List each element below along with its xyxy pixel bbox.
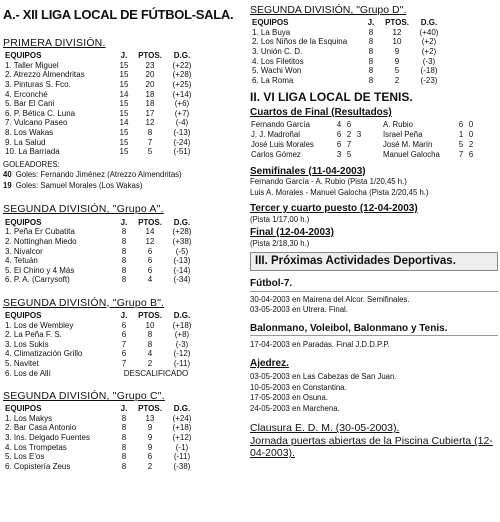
futsal-league-title: A.- XII LIGA LOCAL DE FÚTBOL-SALA.: [3, 7, 234, 22]
table-cell: 6. P. A. (Carrysoft): [5, 275, 70, 285]
table-cell: 23: [145, 60, 155, 70]
table-cell: (+38): [172, 236, 192, 246]
table-cell: 13: [145, 413, 155, 423]
table-cell: 8: [121, 432, 127, 442]
table-row: [250, 28, 446, 38]
table-cell: 2: [147, 461, 153, 471]
futbol-heading: Fútbol-7.: [250, 278, 293, 290]
table-cell: (+14): [172, 89, 192, 99]
table-row: [3, 128, 199, 138]
match-cell: José Luis Morales: [251, 140, 314, 150]
balon-heading: Balonmano, Voleibol, Balonmano y Tenis.: [250, 322, 448, 334]
table-row: [3, 462, 199, 472]
table-cell: 4. Climatización Grillo: [5, 349, 83, 359]
table-cell: 1. Los Makys: [5, 413, 53, 423]
table-cell: (-23): [420, 75, 438, 85]
column-header: PTOS.: [138, 310, 162, 320]
match-cell: 3: [336, 150, 342, 160]
table-cell: 15: [119, 147, 129, 157]
table-cell: 6. Los de Allí: [5, 368, 51, 378]
cuartos-table: [250, 121, 476, 161]
table-cell: 15: [119, 79, 129, 89]
table-cell: 8: [368, 66, 374, 76]
grupo-b-heading: SEGUNDA DIVISIÓN, "Grupo B".: [3, 296, 165, 309]
table-cell: 6. La Roma: [252, 75, 294, 85]
tercer-heading: Tercer y cuarto puesto (12-04-2003): [250, 203, 418, 215]
table-cell: 9. La Salud: [5, 137, 46, 147]
semis-line-1: Fernando García - A. Rubio (Pista 1/20,45 h.): [250, 177, 407, 187]
match-cell: 0: [468, 120, 474, 130]
semis-line-2: Luis A. Morales - Manuel Galocha (Pista 2/20,45 h.): [250, 187, 429, 197]
table-cell: 8: [121, 227, 127, 237]
column-header: J.: [120, 404, 128, 414]
futbol-line-2: 03-05-2003 en Utrera. Final.: [250, 305, 348, 315]
table-cell: (-11): [173, 358, 191, 368]
match-cell: [354, 151, 364, 161]
table-cell: 7: [121, 358, 127, 368]
match-cell: [354, 141, 364, 151]
spacer: [364, 141, 382, 151]
table-row: [250, 47, 446, 57]
table-row: [3, 320, 199, 330]
table-cell: (-12): [173, 349, 191, 359]
table-cell: 4. Los Trompetas: [5, 442, 67, 452]
table-cell: 8: [121, 236, 127, 246]
table-header-row: [3, 311, 199, 321]
table-cell: 8: [368, 47, 374, 57]
table-cell: (+8): [174, 330, 190, 340]
table-cell: 2: [394, 75, 400, 85]
table-cell: 5. Bar El Cani: [5, 99, 55, 109]
table-cell: 8: [121, 442, 127, 452]
spacer: [364, 121, 382, 131]
match-cell: 7: [346, 140, 352, 150]
table-cell: 15: [119, 127, 129, 137]
table-cell: 3. Nivalcor: [5, 246, 43, 256]
match-row: [250, 131, 476, 141]
table-cell: (-24): [173, 137, 191, 147]
tennis-league-title: II. VI LIGA LOCAL DE TENIS.: [250, 90, 413, 105]
disqualified-label: DESCALIFICADO: [123, 368, 189, 378]
table-cell: 14: [119, 118, 129, 128]
table-cell: 8: [121, 413, 127, 423]
table-cell: 6: [147, 246, 153, 256]
table-row: [3, 433, 199, 443]
table-row: [3, 340, 199, 350]
table-cell: 4. Tetuán: [5, 256, 38, 266]
match-cell: J. J. Madroñal: [251, 130, 300, 140]
table-row: [3, 442, 199, 452]
table-cell: 2. La Peña F. S.: [5, 330, 62, 340]
table-cell: 3. Ins. Delgado Fuentes: [5, 432, 90, 442]
column-header: PTOS.: [385, 18, 409, 28]
table-cell: 6. P. Bética C. Luna: [5, 108, 76, 118]
table-row: [3, 359, 199, 369]
table-cell: 3. Pinturas S. Fco.: [5, 79, 71, 89]
table-cell: 8: [121, 461, 127, 471]
table-cell: (-1): [175, 442, 189, 452]
table-cell: 4: [147, 275, 153, 285]
match-cell: Manuel Galocha: [383, 150, 440, 160]
table-row: [3, 237, 199, 247]
table-cell: 18: [145, 99, 155, 109]
table-row: [3, 147, 199, 157]
table-cell: 6: [147, 256, 153, 266]
table-cell: 8: [368, 75, 374, 85]
table-header-row: [3, 404, 199, 414]
column-header: J.: [120, 51, 128, 61]
table-cell: 3. Los Sukis: [5, 339, 49, 349]
table-cell: 5. Los E'os: [5, 452, 45, 462]
table-cell: 6: [147, 452, 153, 462]
table-cell: 2. Bar Casa Antonio: [5, 423, 77, 433]
column-header: J.: [120, 217, 128, 227]
table-row: [3, 256, 199, 266]
cuartos-heading: Cuartos de Final (Resultados): [250, 107, 392, 119]
grupo-c-table: [3, 404, 199, 471]
match-cell: 6: [336, 130, 342, 140]
table-cell: (-34): [173, 275, 191, 285]
table-cell: (-18): [420, 66, 438, 76]
table-cell: 3. Unión C. D.: [252, 47, 303, 57]
table-cell: 6: [121, 320, 127, 330]
table-cell: 2. Nottinghan Miedo: [5, 236, 77, 246]
table-cell: 12: [392, 27, 402, 37]
final-line: (Pista 2/18,30 h.): [250, 238, 310, 248]
table-cell: 5. Navitet: [5, 358, 39, 368]
column-header: EQUIPOS: [5, 404, 42, 414]
match-cell: 2: [468, 140, 474, 150]
clausura-line: Clausura E. D. M. (30-05-2003).: [250, 422, 400, 435]
table-cell: (-13): [173, 256, 191, 266]
table-cell: 8: [121, 275, 127, 285]
table-cell: (-3): [422, 56, 436, 66]
table-cell: 4. Los Filetitos: [252, 56, 304, 66]
table-row: [3, 80, 199, 90]
balon-line-1: 17-04-2003 en Paradas. Final J.D.D.P.P.: [250, 340, 390, 350]
table-cell: 20: [145, 70, 155, 80]
table-cell: 7. Vulcano Paseo: [5, 118, 68, 128]
table-cell: (+12): [172, 432, 192, 442]
table-cell: 8: [147, 330, 153, 340]
table-row: [3, 368, 199, 378]
table-cell: 9: [147, 423, 153, 433]
match-cell: [354, 121, 364, 131]
table-cell: 1. La Buya: [252, 27, 291, 37]
table-cell: (+6): [174, 99, 190, 109]
table-cell: 10. La Barriada: [5, 147, 60, 157]
table-cell: 8: [121, 246, 127, 256]
table-cell: 15: [119, 70, 129, 80]
balon-divider: [250, 335, 498, 336]
table-header-row: [3, 51, 199, 61]
table-cell: 9: [394, 47, 400, 57]
table-row: [3, 109, 199, 119]
primera-division-heading: PRIMERA DIVISIÓN.: [3, 36, 106, 49]
table-cell: 9: [147, 432, 153, 442]
column-header: J.: [120, 310, 128, 320]
table-cell: 10: [145, 320, 155, 330]
goleador-line-1: 40 Goles: Fernando Jiménez (Atrezzo Almendritas): [3, 170, 182, 180]
table-cell: 8: [368, 56, 374, 66]
table-cell: (+2): [421, 37, 437, 47]
column-header: EQUIPOS: [5, 310, 42, 320]
table-cell: 7: [121, 339, 127, 349]
futbol-line-1: 30-04-2003 en Mairena del Alcor. Semifinales.: [250, 294, 410, 304]
match-cell: 6: [458, 120, 464, 130]
table-row: [3, 70, 199, 80]
match-cell: 5: [346, 150, 352, 160]
table-cell: 12: [145, 236, 155, 246]
spacer: [364, 131, 382, 141]
table-cell: 5. Wachi Won: [252, 66, 302, 76]
table-cell: 5: [394, 66, 400, 76]
column-header: D.G.: [173, 217, 191, 227]
table-cell: (+28): [172, 70, 192, 80]
match-cell: Israel Peña: [383, 130, 423, 140]
table-cell: 8: [368, 27, 374, 37]
table-cell: 4. Erconché: [5, 89, 48, 99]
column-header: D.G.: [173, 51, 191, 61]
table-cell: 7: [147, 137, 153, 147]
table-row: [3, 423, 199, 433]
table-cell: (+18): [172, 320, 192, 330]
ajedrez-line-3: 17-05-2003 en Osuna.: [250, 393, 329, 403]
tercer-line: (Pista 1/17,00 h.): [250, 214, 310, 224]
table-row: [3, 227, 199, 237]
grupo-c-heading: SEGUNDA DIVISIÓN, "Grupo C".: [3, 389, 165, 402]
match-cell: 4: [336, 120, 342, 130]
table-cell: (+24): [172, 413, 192, 423]
table-cell: 2. Atrezzo Almendritas: [5, 70, 85, 80]
match-cell: 6: [346, 120, 352, 130]
column-header: EQUIPOS: [252, 18, 289, 28]
final-heading: Final (12-04-2003): [250, 227, 334, 239]
futbol-divider: [250, 291, 498, 292]
table-row: [3, 275, 199, 285]
table-cell: 1. Los de Wembley: [5, 320, 74, 330]
table-cell: 17: [145, 108, 155, 118]
column-header: PTOS.: [138, 404, 162, 414]
table-cell: (-3): [175, 339, 189, 349]
table-cell: 1. Taller Miguel: [5, 60, 59, 70]
table-cell: 20: [145, 79, 155, 89]
ajedrez-line-2: 10-05-2003 en Constantina.: [250, 382, 347, 392]
table-cell: (+2): [421, 47, 437, 57]
table-cell: 8: [121, 265, 127, 275]
table-header-row: [3, 218, 199, 228]
table-row: [250, 37, 446, 47]
table-cell: (-38): [173, 461, 191, 471]
match-cell: A. Rubio: [383, 120, 413, 130]
table-cell: 9: [147, 442, 153, 452]
match-row: [250, 141, 476, 151]
match-cell: 6: [468, 150, 474, 160]
match-cell: José M. Marín: [383, 140, 433, 150]
column-header: PTOS.: [138, 217, 162, 227]
goleadores-label: GOLEADORES:: [3, 159, 60, 169]
table-cell: (+25): [172, 79, 192, 89]
column-header: EQUIPOS: [5, 51, 42, 61]
table-cell: 12: [145, 118, 155, 128]
table-cell: 15: [119, 99, 129, 109]
goleador-line-2: 19 Goles: Samuel Morales (Los Wakas): [3, 181, 143, 191]
table-cell: 6: [121, 330, 127, 340]
table-row: [3, 266, 199, 276]
table-row: [3, 414, 199, 424]
column-header: EQUIPOS: [5, 217, 42, 227]
table-cell: 8: [147, 339, 153, 349]
table-cell: 5. El Chino y 4 Más: [5, 265, 75, 275]
grupo-b-table: [3, 311, 199, 378]
table-cell: 15: [119, 60, 129, 70]
table-cell: 6. Copistería Zeus: [5, 461, 71, 471]
table-cell: 8: [121, 256, 127, 266]
table-row: [250, 66, 446, 76]
table-row: [3, 137, 199, 147]
table-row: [3, 330, 199, 340]
table-cell: 9: [394, 56, 400, 66]
grupo-d-table: [250, 18, 446, 85]
table-row: [3, 246, 199, 256]
table-cell: 8. Los Wakas: [5, 127, 54, 137]
match-cell: 2: [346, 130, 352, 140]
table-cell: 2: [147, 358, 153, 368]
table-cell: 14: [145, 227, 155, 237]
grupo-a-heading: SEGUNDA DIVISIÓN, "Grupo A".: [3, 203, 164, 216]
match-row: [250, 151, 476, 161]
table-cell: 15: [119, 137, 129, 147]
ajedrez-heading: Ajedrez.: [250, 357, 289, 369]
table-row: [250, 56, 446, 66]
table-row: [3, 89, 199, 99]
match-cell: 6: [336, 140, 342, 150]
table-row: [3, 349, 199, 359]
table-cell: (-51): [173, 147, 191, 157]
match-cell: 3: [356, 130, 362, 140]
proximas-title: III. Próximas Actividades Deportivas.: [250, 252, 498, 271]
table-cell: 14: [119, 89, 129, 99]
table-row: [250, 76, 446, 86]
column-header: D.G.: [420, 18, 438, 28]
table-cell: 8: [121, 452, 127, 462]
table-cell: 18: [145, 89, 155, 99]
table-cell: (+18): [172, 423, 192, 433]
table-cell: 6: [147, 265, 153, 275]
primera-division-table: [3, 51, 199, 157]
table-header-row: [250, 18, 446, 28]
table-cell: 10: [392, 37, 402, 47]
table-cell: (-11): [173, 452, 191, 462]
table-cell: (-13): [173, 127, 191, 137]
column-header: D.G.: [173, 404, 191, 414]
grupo-a-table: [3, 218, 199, 285]
table-cell: 8: [147, 127, 153, 137]
match-cell: 5: [458, 140, 464, 150]
table-row: [3, 118, 199, 128]
table-cell: (+7): [174, 108, 190, 118]
table-cell: (+22): [172, 60, 192, 70]
match-cell: 1: [458, 130, 464, 140]
table-cell: 5: [147, 147, 153, 157]
table-row: [3, 452, 199, 462]
spacer: [364, 151, 382, 161]
jornada-line: Jornada puertas abiertas de la Piscina Cubierta (12-04-2003).: [250, 435, 493, 460]
match-cell: Carlos Gómez: [251, 150, 301, 160]
table-cell: (-5): [175, 246, 189, 256]
table-cell: 6: [121, 349, 127, 359]
match-row: [250, 121, 476, 131]
table-cell: (-14): [173, 265, 191, 275]
grupo-d-heading: SEGUNDA DIVISIÓN, "Grupo D".: [250, 4, 407, 16]
table-cell: (-4): [175, 118, 189, 128]
table-cell: (+28): [172, 227, 192, 237]
ajedrez-line-4: 24-05-2003 en Marchena.: [250, 403, 340, 413]
table-cell: (+40): [419, 27, 439, 37]
column-header: PTOS.: [138, 51, 162, 61]
table-row: [3, 99, 199, 109]
ajedrez-line-1: 03-05-2003 en Las Cabezas de San Juan.: [250, 372, 397, 382]
table-cell: 2. Los Niños de la Esquina: [252, 37, 348, 47]
column-header: J.: [367, 18, 375, 28]
match-cell: 7: [458, 150, 464, 160]
semis-heading: Semifinales (11-04-2003): [250, 165, 366, 177]
match-cell: 0: [468, 130, 474, 140]
column-header: D.G.: [173, 310, 191, 320]
table-cell: 8: [368, 37, 374, 47]
table-cell: 15: [119, 108, 129, 118]
match-cell: Fernando García: [251, 120, 310, 130]
left-column: [3, 0, 243, 471]
right-column: [250, 0, 498, 459]
table-row: [3, 61, 199, 71]
table-cell: 8: [121, 423, 127, 433]
table-cell: 1. Peña Er Cubatita: [5, 227, 75, 237]
table-cell: 4: [147, 349, 153, 359]
goleadores: [3, 161, 243, 192]
